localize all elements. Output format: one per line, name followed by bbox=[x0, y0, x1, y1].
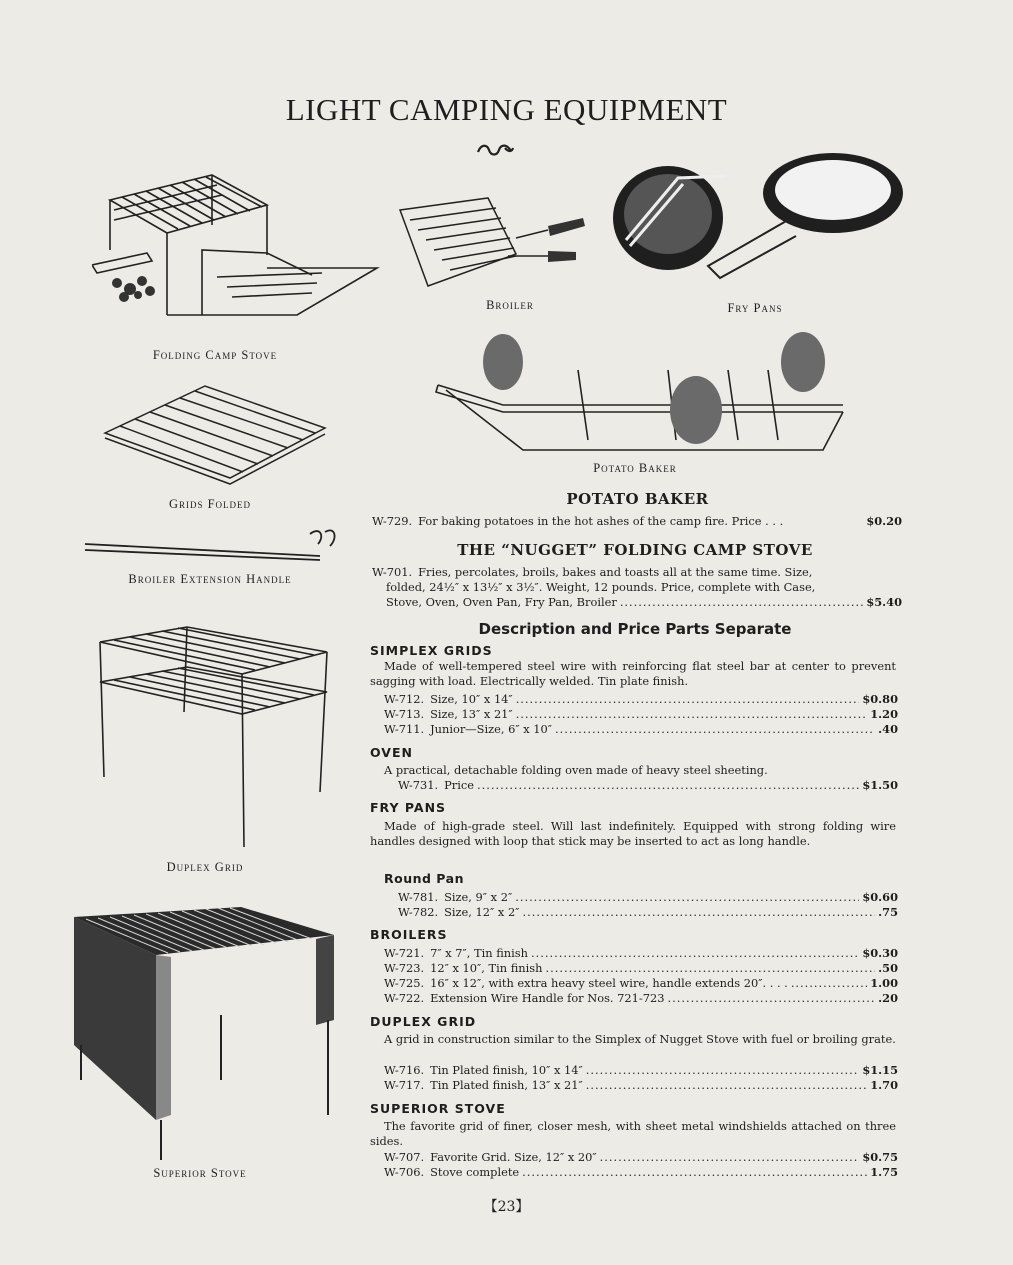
item-code: W-782. bbox=[398, 905, 439, 919]
page-number: 【23】 bbox=[483, 1199, 530, 1215]
superior-item-row bbox=[384, 1150, 898, 1164]
item-code: W-731. bbox=[398, 778, 439, 792]
item-code: W-706. bbox=[384, 1165, 425, 1179]
item-price: 1.75 bbox=[870, 1165, 898, 1179]
item-price: 1.70 bbox=[870, 1078, 898, 1092]
item-desc: 7″ x 7″, Tin finish bbox=[430, 946, 528, 960]
potato-baker-caption: Potato Baker bbox=[593, 461, 677, 475]
broiler-item-row bbox=[384, 976, 898, 990]
item-price: $1.50 bbox=[862, 778, 898, 792]
item-code: W-725. bbox=[384, 976, 425, 990]
nugget-row-2 bbox=[386, 580, 902, 594]
broilers-heading: BROILERS bbox=[370, 927, 448, 942]
broiler-item-row bbox=[384, 946, 898, 960]
item-desc: Junior—Size, 6″ x 10″ bbox=[430, 722, 553, 736]
item-code: W-722. bbox=[384, 991, 425, 1005]
simplex-item-row bbox=[384, 707, 898, 721]
simplex-item-row bbox=[384, 722, 898, 736]
item-desc: Tin Plated finish, 10″ x 14″ bbox=[430, 1063, 583, 1077]
nugget-line-1: Fries, percolates, broils, bakes and toasts all at the same time. Size, bbox=[418, 565, 813, 579]
item-price: $0.80 bbox=[862, 692, 898, 706]
broiler-item-row bbox=[384, 991, 898, 1005]
superior-desc: The favorite grid of finer, closer mesh, with sheet metal windshields attached on three sides. bbox=[370, 1119, 896, 1148]
round-pan-heading: Round Pan bbox=[384, 871, 464, 886]
item-desc: Size, 13″ x 21″ bbox=[430, 707, 513, 721]
round-pan-item-row bbox=[398, 905, 898, 919]
item-price: $5.40 bbox=[866, 595, 902, 609]
item-code: W-781. bbox=[398, 890, 439, 904]
item-desc: Price bbox=[444, 778, 474, 792]
item-price: $0.60 bbox=[862, 890, 898, 904]
duplex-item-row bbox=[384, 1078, 898, 1092]
item-price: 1.20 bbox=[870, 707, 898, 721]
item-price: $0.30 bbox=[862, 946, 898, 960]
item-price: $0.20 bbox=[866, 514, 902, 528]
superior-heading: SUPERIOR STOVE bbox=[370, 1101, 506, 1116]
duplex-grid-caption: Duplex Grid bbox=[166, 860, 244, 874]
parts-heading: Description and Price Parts Separate bbox=[478, 620, 792, 638]
fry-pans-illustration bbox=[608, 148, 908, 298]
simplex-desc: Made of well-tempered steel wire with reinforcing flat steel bar at center to prevent sagging with load. Electrically welded. Tin plate finish. bbox=[370, 659, 896, 688]
page-title: LIGHT CAMPING EQUIPMENT bbox=[285, 92, 728, 127]
item-desc: Size, 9″ x 2″ bbox=[444, 890, 513, 904]
nugget-line-2: folded, 24½″ x 13½″ x 3½″. Weight, 12 pounds. Price, complete with Case, bbox=[386, 580, 816, 594]
item-code: W-712. bbox=[384, 692, 425, 706]
item-desc: Extension Wire Handle for Nos. 721-723 bbox=[430, 991, 665, 1005]
nugget-line-3: Stove, Oven, Oven Pan, Fry Pan, Broiler bbox=[386, 595, 617, 609]
superior-item-row bbox=[384, 1165, 898, 1179]
item-price: .75 bbox=[878, 905, 898, 919]
folding-camp-stove-caption: Folding Camp Stove bbox=[152, 348, 278, 362]
potato-baker-heading: POTATO BAKER bbox=[566, 490, 709, 508]
oven-desc: A practical, detachable folding oven made of heavy steel sheeting. bbox=[384, 763, 768, 777]
folding-camp-stove-illustration bbox=[92, 165, 382, 345]
item-desc: Size, 12″ x 2″ bbox=[444, 905, 520, 919]
duplex-item-row bbox=[384, 1063, 898, 1077]
simplex-heading: SIMPLEX GRIDS bbox=[370, 643, 493, 658]
broiler-extension-handle-caption: Broiler Extension Handle bbox=[128, 572, 292, 586]
item-price: $0.75 bbox=[862, 1150, 898, 1164]
fry-pans-caption: Fry Pans bbox=[727, 301, 783, 315]
broiler-item-row bbox=[384, 961, 898, 975]
item-code: W-729. bbox=[372, 514, 413, 528]
item-code: W-717. bbox=[384, 1078, 425, 1092]
potato-baker-illustration bbox=[428, 330, 858, 460]
grids-folded-caption: Grids Folded bbox=[168, 497, 252, 511]
item-desc: 16″ x 12″, with extra heavy steel wire, handle extends 20″. . . . bbox=[430, 976, 788, 990]
oven-row bbox=[398, 778, 898, 792]
item-desc: Tin Plated finish, 13″ x 21″ bbox=[430, 1078, 583, 1092]
item-code: W-723. bbox=[384, 961, 425, 975]
item-desc: Favorite Grid. Size, 12″ x 20″ bbox=[430, 1150, 597, 1164]
grids-folded-illustration bbox=[100, 378, 330, 486]
fry-pans-heading: FRY PANS bbox=[370, 800, 447, 815]
ornament-icon bbox=[475, 142, 515, 158]
item-desc: Stove complete bbox=[430, 1165, 520, 1179]
fry-pans-desc: Made of high-grade steel. Will last indefinitely. Equipped with strong folding wire handles designed with loop that stick may be inserted to act as long handle. bbox=[370, 819, 896, 848]
item-code: W-711. bbox=[384, 722, 425, 736]
duplex-desc: A grid in construction similar to the Simplex of Nugget Stove with fuel or broiling grate. bbox=[384, 1032, 896, 1046]
oven-heading: OVEN bbox=[370, 745, 413, 760]
item-price: $1.15 bbox=[862, 1063, 898, 1077]
broiler-extension-handle-illustration bbox=[80, 526, 350, 566]
item-desc: For baking potatoes in the hot ashes of the camp fire. Price . . . bbox=[418, 514, 784, 528]
duplex-grid-illustration bbox=[92, 622, 330, 852]
simplex-item-row bbox=[384, 692, 898, 706]
potato-baker-row bbox=[372, 514, 902, 528]
broiler-caption: Broiler bbox=[486, 298, 534, 312]
item-price: .40 bbox=[878, 722, 898, 736]
item-desc: 12″ x 10″, Tin finish bbox=[430, 961, 543, 975]
superior-stove-illustration bbox=[66, 905, 342, 1163]
item-code: W-713. bbox=[384, 707, 425, 721]
item-price: .20 bbox=[878, 991, 898, 1005]
nugget-heading: THE “NUGGET” FOLDING CAMP STOVE bbox=[457, 541, 813, 559]
item-price: 1.00 bbox=[870, 976, 898, 990]
item-code: W-707. bbox=[384, 1150, 425, 1164]
item-price: .50 bbox=[878, 961, 898, 975]
duplex-heading: DUPLEX GRID bbox=[370, 1014, 477, 1029]
superior-stove-caption: Superior Stove bbox=[153, 1166, 247, 1180]
nugget-row-3 bbox=[386, 595, 902, 609]
broiler-illustration bbox=[398, 196, 588, 296]
nugget-row-1 bbox=[372, 565, 902, 579]
item-code: W-701. bbox=[372, 565, 413, 579]
round-pan-item-row bbox=[398, 890, 898, 904]
item-desc: Size, 10″ x 14″ bbox=[430, 692, 513, 706]
item-code: W-721. bbox=[384, 946, 425, 960]
item-code: W-716. bbox=[384, 1063, 425, 1077]
